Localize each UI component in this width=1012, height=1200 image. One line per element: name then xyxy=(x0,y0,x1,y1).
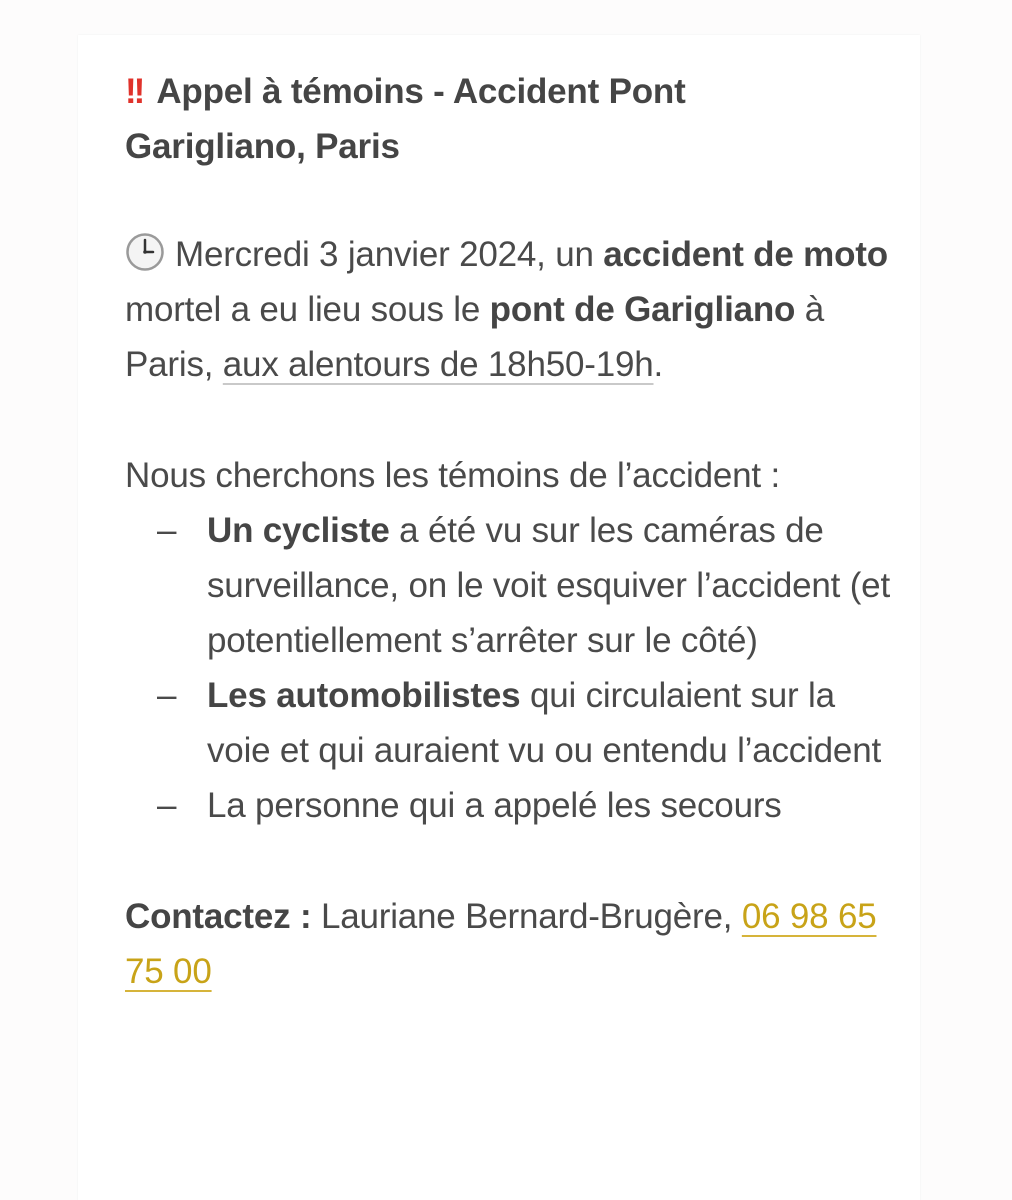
contact-line xyxy=(125,889,905,999)
incident-bold-2: pont de Garigliano xyxy=(489,290,796,329)
dash-bullet: – xyxy=(157,786,177,825)
incident-text-1: Mercredi 3 janvier 2024, un xyxy=(175,235,604,274)
note-content xyxy=(125,64,905,999)
spacer xyxy=(125,174,905,227)
phone-link[interactable]: 06 98 65 75 00 xyxy=(125,897,877,991)
witness-list xyxy=(125,503,905,833)
incident-text-3: à Paris, xyxy=(125,290,825,384)
title-text: Appel à témoins - Accident Pont Garigliano, Paris xyxy=(125,72,686,166)
contact-name: Lauriane Bernard-Brugère, xyxy=(311,897,742,936)
clock-icon xyxy=(125,232,165,272)
double-exclamation-icon: !! xyxy=(125,72,143,111)
incident-text-2: mortel a eu lieu sous le xyxy=(125,290,490,329)
incident-text-4: . xyxy=(653,345,664,384)
witnesses-intro: Nous cherchons les témoins de l’accident : xyxy=(125,456,780,495)
list-item xyxy=(125,503,905,668)
incident-paragraph xyxy=(125,227,905,392)
incident-bold-1: accident de moto xyxy=(603,235,888,274)
dash-bullet: – xyxy=(157,676,177,715)
list-item-bold: Les automobilistes xyxy=(207,676,521,715)
list-item xyxy=(125,668,905,778)
list-item-text: qui circulaient sur la voie et qui auraient vu ou entendu l’accident xyxy=(207,676,881,770)
spacer xyxy=(125,392,905,448)
list-item-text: La personne qui a appelé les secours xyxy=(207,786,782,825)
time-link[interactable]: aux alentours de 18h50-19h xyxy=(222,345,654,384)
contact-label: Contactez : xyxy=(125,897,312,936)
page-title xyxy=(125,64,825,174)
list-item-text: a été vu sur les caméras de surveillance, on le voit esquiver l’accident (et potentiellement s’arrêter sur le côté) xyxy=(207,511,890,660)
spacer xyxy=(125,833,905,889)
dash-bullet: – xyxy=(157,511,177,550)
list-item xyxy=(125,778,905,833)
list-item-bold: Un cycliste xyxy=(207,511,390,550)
